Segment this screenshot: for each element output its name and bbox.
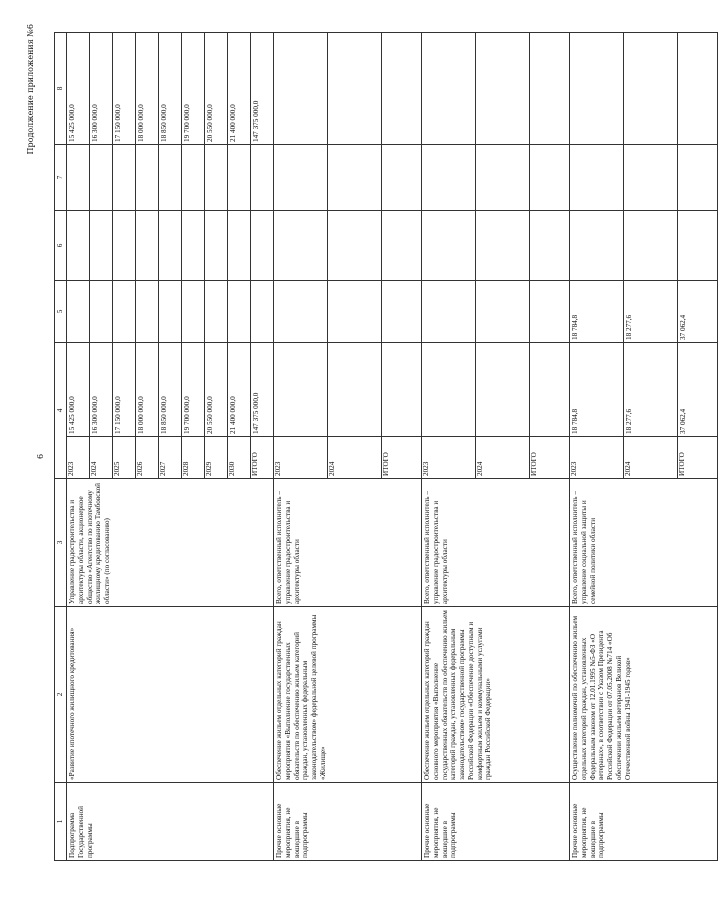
category-cell: Подпрограмма Государственной программы	[67, 783, 274, 861]
value-cell-c7	[251, 145, 274, 211]
measure-cell: Осуществление полномочий по обеспечению жильем отдельных категорий граждан, установленных Федеральным законом от 12.01.1995 №5-ФЗ «О ветеранах», в соответствии с Указом Президента Российской Федерации от 07.05.2008 №714 «Об обеспечении жильем ветеранов Великой Отечественной войны 1941-1945 годов»	[570, 607, 718, 783]
value-cell-c6	[113, 211, 136, 281]
annex-label: Продолжение приложения №6	[26, 24, 35, 155]
header-cell: 4	[55, 343, 67, 479]
value-cell-c6	[90, 211, 113, 281]
value-cell-c4: 18 784,8	[570, 343, 624, 437]
value-cell-c8	[382, 33, 422, 145]
value-cell-c8: 21 400 000,0	[228, 33, 251, 145]
value-cell-c5	[113, 281, 136, 343]
value-cell-c4: 147 375 000,0	[251, 343, 274, 437]
value-cell-c7	[182, 145, 205, 211]
year-cell: 2025	[113, 437, 136, 479]
value-cell-c4: 16 300 000,0	[90, 343, 113, 437]
executor-cell: Всего, ответственный исполнитель – управление социальной защиты и семейной политики области	[570, 479, 718, 607]
value-cell-c4: 19 700 000,0	[182, 343, 205, 437]
value-cell-c8: 17 150 000,0	[113, 33, 136, 145]
value-cell-c7	[382, 145, 422, 211]
year-cell: 2023	[570, 437, 624, 479]
header-cell: 7	[55, 145, 67, 211]
table-row	[422, 33, 476, 861]
value-cell-c5	[251, 281, 274, 343]
value-cell-c5	[182, 281, 205, 343]
value-cell-c8: 18 850 000,0	[159, 33, 182, 145]
value-cell-c6	[678, 211, 718, 281]
value-cell-c5: 18 277,6	[624, 281, 678, 343]
executor-cell: Управление градостроительства и архитектуры области, акционерное общество «Агентство по ипотечному жилищному кредитованию Тамбовской области» (по согласованию)	[67, 479, 274, 607]
value-cell-c8	[678, 33, 718, 145]
value-cell-c5	[476, 281, 530, 343]
value-cell-c8: 147 375 000,0	[251, 33, 274, 145]
value-cell-c7	[90, 145, 113, 211]
value-cell-c5	[67, 281, 90, 343]
year-cell: 2023	[67, 437, 90, 479]
header-row	[55, 33, 67, 861]
value-cell-c4	[530, 343, 570, 437]
value-cell-c5	[90, 281, 113, 343]
year-cell: 2024	[328, 437, 382, 479]
value-cell-c4: 18 277,6	[624, 343, 678, 437]
value-cell-c7	[113, 145, 136, 211]
value-cell-c6	[136, 211, 159, 281]
value-cell-c6	[182, 211, 205, 281]
measure-cell: «Развитие ипотечного жилищного кредитования»	[67, 607, 274, 783]
value-cell-c8	[476, 33, 530, 145]
value-cell-c7	[274, 145, 328, 211]
header-cell: 5	[55, 281, 67, 343]
value-cell-c7	[624, 145, 678, 211]
value-cell-c5	[382, 281, 422, 343]
value-cell-c6	[159, 211, 182, 281]
value-cell-c8	[624, 33, 678, 145]
value-cell-c8	[274, 33, 328, 145]
header-cell: 1	[55, 783, 67, 861]
value-cell-c4: 37 062,4	[678, 343, 718, 437]
value-cell-c5	[328, 281, 382, 343]
value-cell-c7	[476, 145, 530, 211]
value-cell-c4	[328, 343, 382, 437]
value-cell-c7	[205, 145, 228, 211]
executor-cell: Всего, ответственный исполнитель – управление градостроительства и архитектуры области	[422, 479, 570, 607]
value-cell-c7	[530, 145, 570, 211]
value-cell-c4: 18 000 000,0	[136, 343, 159, 437]
value-cell-c5: 18 784,8	[570, 281, 624, 343]
value-cell-c7	[422, 145, 476, 211]
year-cell: 2026	[136, 437, 159, 479]
executor-cell: Всего, ответственный исполнитель – управление градостроительства и архитектуры области	[274, 479, 422, 607]
value-cell-c6	[228, 211, 251, 281]
value-cell-c6	[67, 211, 90, 281]
value-cell-c4	[476, 343, 530, 437]
value-cell-c8: 16 300 000,0	[90, 33, 113, 145]
year-cell: 2024	[476, 437, 530, 479]
value-cell-c6	[476, 211, 530, 281]
value-cell-c8: 19 700 000,0	[182, 33, 205, 145]
value-cell-c4	[274, 343, 328, 437]
header-cell: 2	[55, 607, 67, 783]
value-cell-c4	[382, 343, 422, 437]
category-cell: Прочие основные мероприятия, не вошедшие в подпрограммы	[570, 783, 718, 861]
value-cell-c4: 17 150 000,0	[113, 343, 136, 437]
value-cell-c4: 15 425 000,0	[67, 343, 90, 437]
value-cell-c5	[530, 281, 570, 343]
value-cell-c4: 21 400 000,0	[228, 343, 251, 437]
year-cell: 2028	[182, 437, 205, 479]
value-cell-c6	[205, 211, 228, 281]
year-cell: 2023	[422, 437, 476, 479]
header-cell: 6	[55, 211, 67, 281]
value-cell-c7	[228, 145, 251, 211]
category-cell: Прочие основные мероприятия, не вошедшие в подпрограммы	[422, 783, 570, 861]
table-row	[274, 33, 328, 861]
value-cell-c8: 18 000 000,0	[136, 33, 159, 145]
table-row	[570, 33, 624, 861]
value-cell-c5	[422, 281, 476, 343]
value-cell-c8: 20 550 000,0	[205, 33, 228, 145]
year-cell: 2024	[90, 437, 113, 479]
year-cell: ИТОГО	[251, 437, 274, 479]
value-cell-c5	[274, 281, 328, 343]
value-cell-c6	[251, 211, 274, 281]
value-cell-c6	[624, 211, 678, 281]
measure-cell: Обеспечение жильем отдельных категорий граждан мероприятия «Выполнение государственных обязательств по обеспечению жильем категорий граждан, установленных федеральным законодательством» федеральной целевой программы «Жилище»	[274, 607, 422, 783]
year-cell: ИТОГО	[530, 437, 570, 479]
value-cell-c7	[67, 145, 90, 211]
value-cell-c6	[570, 211, 624, 281]
budget-table	[54, 32, 718, 861]
value-cell-c7	[136, 145, 159, 211]
year-cell: 2029	[205, 437, 228, 479]
value-cell-c7	[159, 145, 182, 211]
table-row	[67, 33, 90, 861]
header-cell: 8	[55, 33, 67, 145]
category-cell: Прочие основные мероприятия, не вошедшие в подпрограммы	[274, 783, 422, 861]
value-cell-c6	[382, 211, 422, 281]
value-cell-c7	[678, 145, 718, 211]
value-cell-c5: 37 062,4	[678, 281, 718, 343]
value-cell-c8: 15 425 000,0	[67, 33, 90, 145]
value-cell-c4: 20 550 000,0	[205, 343, 228, 437]
year-cell: 2024	[624, 437, 678, 479]
value-cell-c6	[530, 211, 570, 281]
value-cell-c8	[422, 33, 476, 145]
value-cell-c6	[274, 211, 328, 281]
value-cell-c5	[136, 281, 159, 343]
page-number: 6	[36, 453, 45, 459]
value-cell-c5	[159, 281, 182, 343]
value-cell-c4: 18 850 000,0	[159, 343, 182, 437]
value-cell-c8	[570, 33, 624, 145]
value-cell-c7	[328, 145, 382, 211]
value-cell-c8	[328, 33, 382, 145]
value-cell-c5	[228, 281, 251, 343]
value-cell-c6	[422, 211, 476, 281]
value-cell-c6	[328, 211, 382, 281]
year-cell: ИТОГО	[382, 437, 422, 479]
value-cell-c7	[570, 145, 624, 211]
year-cell: ИТОГО	[678, 437, 718, 479]
measure-cell: Обеспечение жильем отдельных категорий граждан основного мероприятия «Выполнение государственных обязательств по обеспечению жильем категорий граждан, установленных федеральным законодательством» государственной программы Российской Федерации «Обеспечение доступным и комфортным жильем и коммунальными услугами граждан Российской Федерации»	[422, 607, 570, 783]
year-cell: 2023	[274, 437, 328, 479]
year-cell: 2027	[159, 437, 182, 479]
header-cell: 3	[55, 479, 67, 607]
year-cell: 2030	[228, 437, 251, 479]
value-cell-c8	[530, 33, 570, 145]
value-cell-c5	[205, 281, 228, 343]
value-cell-c4	[422, 343, 476, 437]
